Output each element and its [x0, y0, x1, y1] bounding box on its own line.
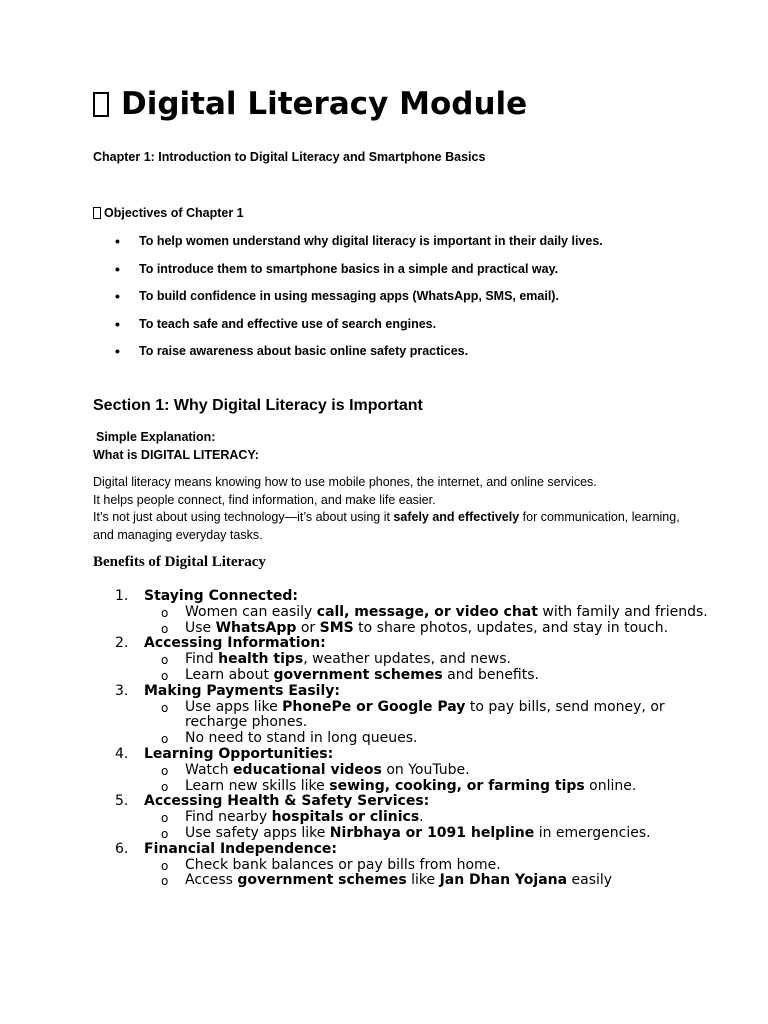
sub-bullet: o [161, 700, 169, 715]
benefit-sublist [144, 700, 713, 747]
benefit-title: Staying Connected: [144, 588, 299, 604]
benefit-item [93, 636, 713, 683]
sub-bullet: o [161, 763, 169, 778]
objective-item: • To build confidence in using messaging apps (WhatsApp, SMS, email). [139, 288, 603, 316]
benefit-title: Learning Opportunities: [144, 745, 334, 762]
sub-item: o Access government schemes like Jan Dhan Yojana easily [161, 872, 613, 889]
section-heading: Section 1: Why Digital Literacy is Important [93, 397, 423, 414]
emoji-placeholder-icon [93, 207, 101, 219]
what-is-label: What is DIGITAL LITERACY: [93, 448, 259, 462]
benefit-sublist [144, 605, 713, 637]
objectives-list [139, 233, 603, 371]
benefit-sublist [144, 763, 713, 795]
benefit-item [93, 684, 713, 747]
benefit-number: 2. [115, 635, 129, 652]
paragraph-line: Digital literacy means knowing how to use mobile phones, the internet, and online services. [93, 475, 597, 489]
sub-item: o Check bank balances or pay bills from home. [161, 856, 501, 873]
benefit-sublist [144, 652, 713, 684]
benefit-number: 6. [115, 840, 129, 857]
sub-bullet: o [161, 621, 169, 636]
benefit-sublist [144, 810, 713, 842]
objectives-heading [93, 206, 244, 220]
page-title [93, 84, 527, 124]
sub-bullet: o [161, 668, 169, 683]
sub-item: o Use safety apps like Nirbhaya or 1091 helpline in emergencies. [161, 824, 651, 841]
benefit-number: 5. [115, 793, 129, 810]
benefit-title: Making Payments Easily: [144, 682, 340, 699]
sub-item: o Women can easily call, message, or video chat with family and friends. [161, 603, 708, 620]
objectives-heading-text: Objectives of Chapter 1 [104, 206, 244, 220]
sub-item: o Watch educational videos on YouTube. [161, 761, 470, 778]
paragraph-text: It’s not just about using technology—it’s about using it [93, 510, 394, 525]
definition-paragraph [93, 474, 693, 545]
benefits-list [93, 589, 713, 889]
objective-item: • To teach safe and effective use of search engines. [139, 316, 603, 344]
page-title-text: Digital Literacy Module [121, 86, 528, 122]
sub-bullet: o [161, 732, 169, 747]
simple-explanation-label: Simple Explanation: [96, 430, 216, 444]
benefit-item [93, 747, 713, 794]
benefit-item [93, 842, 713, 889]
benefit-title: Financial Independence: [144, 840, 338, 857]
sub-item: o Learn about government schemes and benefits. [161, 666, 539, 683]
sub-item: o Find nearby hospitals or clinics. [161, 809, 424, 826]
emphasis-text: safely and effectively [393, 510, 520, 525]
benefits-heading: Benefits of Digital Literacy [93, 554, 266, 570]
benefit-item [93, 794, 713, 841]
sub-item: o Use WhatsApp or SMS to share photos, updates, and stay in touch. [161, 619, 669, 636]
sub-bullet: o [161, 653, 169, 668]
benefit-item [93, 589, 713, 636]
sub-item: o Find health tips, weather updates, and news. [161, 651, 511, 668]
paragraph-text: for communication, learning, and managing everyday tasks. [93, 510, 680, 543]
sub-bullet: o [161, 858, 169, 873]
chapter-heading: Chapter 1: Introduction to Digital Literacy and Smartphone Basics [93, 150, 486, 164]
objective-item: • To help women understand why digital literacy is important in their daily lives. [139, 233, 603, 261]
benefit-title: Accessing Information: [144, 635, 326, 652]
sub-item: o Use apps like PhonePe or Google Pay to pay bills, send money, or recharge phones. [161, 698, 665, 731]
objective-item: • To raise awareness about basic online safety practices. [139, 343, 603, 371]
paragraph-line: It helps people connect, find information, and make life easier. [93, 492, 436, 507]
sub-bullet: o [161, 605, 169, 620]
objective-item: • To introduce them to smartphone basics in a simple and practical way. [139, 261, 603, 289]
benefit-title: Accessing Health & Safety Services: [144, 793, 430, 810]
sub-item: o No need to stand in long queues. [161, 730, 418, 747]
benefit-number: 4. [115, 745, 129, 762]
sub-bullet: o [161, 874, 169, 889]
benefit-number: 1. [115, 588, 129, 604]
benefit-sublist [144, 858, 713, 890]
sub-bullet: o [161, 811, 169, 826]
emoji-placeholder-icon [93, 92, 109, 117]
sub-bullet: o [161, 826, 169, 841]
benefit-number: 3. [115, 682, 129, 699]
sub-bullet: o [161, 779, 169, 794]
sub-item: o Learn new skills like sewing, cooking, or farming tips online. [161, 777, 637, 794]
